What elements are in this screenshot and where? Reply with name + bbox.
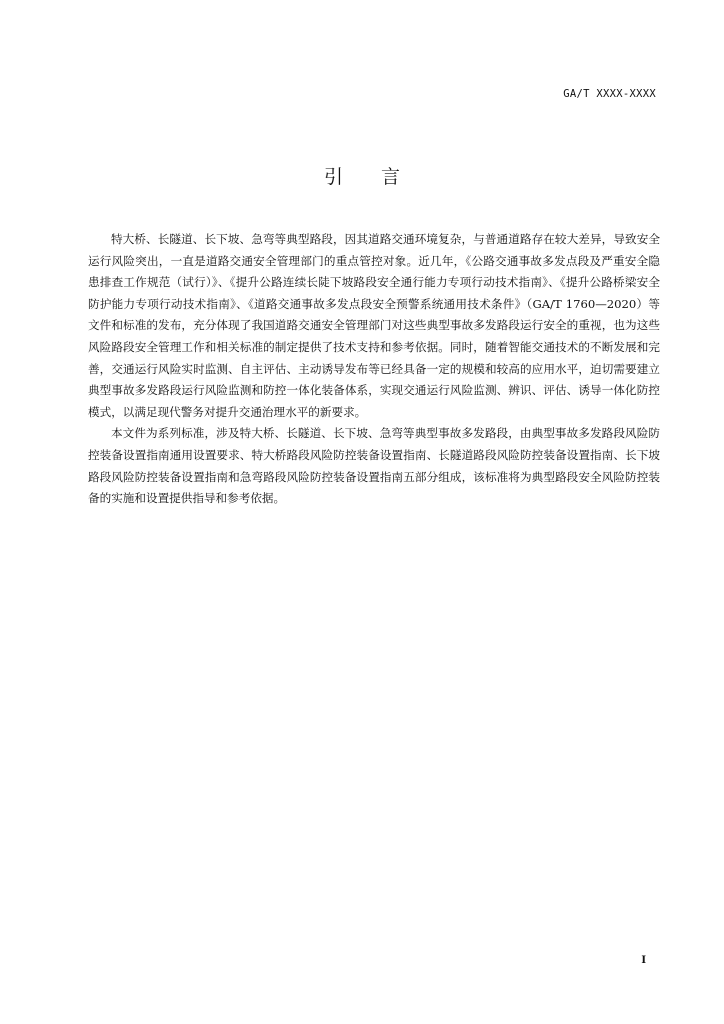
paragraph-scope: 本文件为系列标准，涉及特大桥、长隧道、长下坡、急弯等典型事故多发路段，由典型事故多发路段风险防控装备设置指南通用设置要求、特大桥路段风险防控装备设置指南、长隧道路段风险防控装备设置指南、长下坡路段风险防控装备设置指南和急弯路段风险防控装备设置指南五部分组成，该标准将为典型路段安全风险防控装备的实施和设置提供指导和参考依据。 [88, 426, 660, 506]
standard-code: GA/T XXXX-XXXX [563, 88, 656, 100]
section-title: 引言 [323, 166, 438, 188]
page-number: I [641, 955, 646, 966]
paragraph-introduction: 特大桥、长隧道、长下坡、急弯等典型路段，因其道路交通环境复杂，与普通道路存在较大差异，导致安全运行风险突出，一直是道路交通安全管理部门的重点管控对象。近几年，《公路交通事故多发点段及严重安全隐患排查工作规范（试行）》、《提升公路连续长陡下坡路段安全通行能力专项行动技术指南》、《提升公路桥梁安全防护能力专项行动技术指南》、《道路交通事故多发点段安全预警系统通用技术条件》（GA/T 1760—2020）等文件和标准的发布，充分体现了我国道路交通安全管理部门对这些典型事故多发路段运行安全的重视，也为这些风险路段安全管理工作和相关标准的制定提供了技术支持和参考依据。同时，随着智能交通技术的不断发展和完善，交通运行风险实时监测、自主评估、主动诱导发布等已经具备一定的规模和较高的应用水平，迫切需要建立典型事故多发路段运行风险监测和防控一体化装备体系，实现交通运行风险监测、辨识、评估、诱导一体化防控模式，以满足现代警务对提升交通治理水平的新要求。 [88, 232, 660, 419]
body-text [88, 229, 660, 510]
